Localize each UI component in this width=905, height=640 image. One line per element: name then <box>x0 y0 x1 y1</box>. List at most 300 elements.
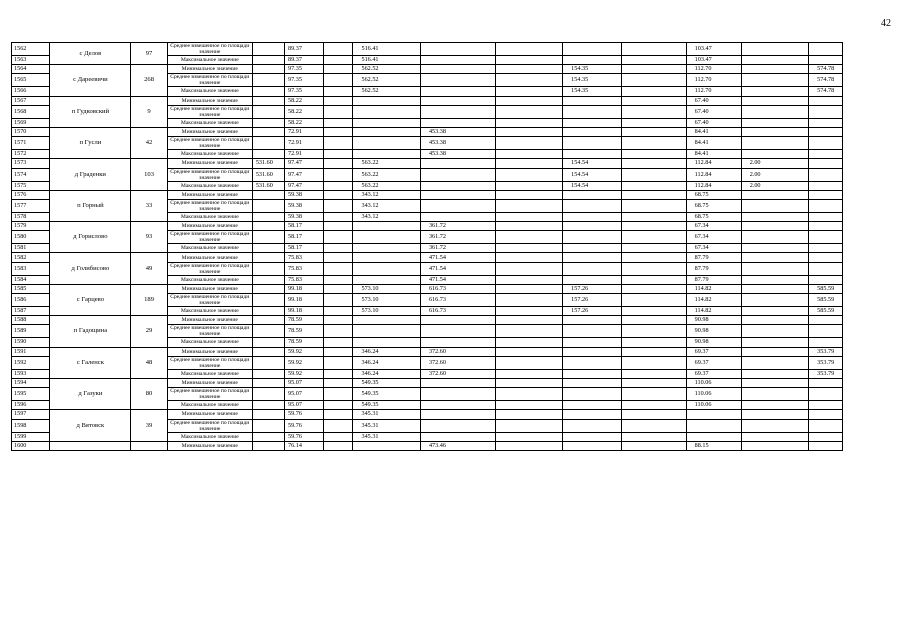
value-cell <box>495 137 562 150</box>
value-cell: 549.35 <box>353 388 420 401</box>
value-cell <box>741 65 808 74</box>
value-cell <box>741 262 808 275</box>
value-cell <box>622 338 686 347</box>
value-cell <box>809 56 843 65</box>
settlement-name: с Галенск <box>50 347 131 378</box>
value-cell <box>809 262 843 275</box>
value-cell <box>495 43 562 56</box>
row-id: 1597 <box>12 410 50 419</box>
value-cell <box>563 441 622 450</box>
value-cell <box>420 181 495 190</box>
value-cell <box>252 294 284 307</box>
value-cell <box>495 262 562 275</box>
value-cell: 99.18 <box>284 284 323 293</box>
value-cell <box>324 222 353 231</box>
value-cell: 453.38 <box>420 127 495 136</box>
value-type: Минимальное значение <box>167 222 252 231</box>
row-id: 1595 <box>12 388 50 401</box>
value-cell <box>809 388 843 401</box>
value-cell <box>741 401 808 410</box>
value-cell <box>741 275 808 284</box>
value-cell <box>252 222 284 231</box>
value-cell: 473.46 <box>420 441 495 450</box>
value-cell <box>495 231 562 244</box>
value-cell <box>252 338 284 347</box>
value-cell <box>324 419 353 432</box>
table-row <box>12 441 884 450</box>
value-cell <box>353 96 420 105</box>
value-cell <box>809 316 843 325</box>
value-type: Среднее взвешенное по площади значение <box>167 356 252 369</box>
value-cell <box>622 105 686 118</box>
row-id: 1584 <box>12 275 50 284</box>
value-cell: 97.47 <box>284 159 323 168</box>
value-cell <box>420 378 495 387</box>
value-cell <box>741 410 808 419</box>
value-cell <box>252 253 284 262</box>
value-cell <box>495 118 562 127</box>
value-cell: 68.75 <box>686 190 741 199</box>
settlement-name: д Газуки <box>50 378 131 409</box>
value-cell: 574.78 <box>809 74 843 87</box>
value-cell <box>353 325 420 338</box>
settlement-name: п Гадощина <box>50 316 131 347</box>
settlement-population: 29 <box>131 316 167 347</box>
value-cell <box>324 401 353 410</box>
value-cell <box>324 284 353 293</box>
value-cell: 59.92 <box>284 369 323 378</box>
value-cell: 562.52 <box>353 74 420 87</box>
value-cell <box>252 87 284 96</box>
value-cell: 87.79 <box>686 275 741 284</box>
value-cell <box>420 65 495 74</box>
value-cell <box>495 275 562 284</box>
value-cell: 110.06 <box>686 401 741 410</box>
table-row <box>12 65 884 74</box>
value-cell <box>622 87 686 96</box>
value-cell: 97.47 <box>284 181 323 190</box>
value-cell <box>324 244 353 253</box>
value-cell <box>622 410 686 419</box>
value-cell <box>622 347 686 356</box>
value-cell: 2.00 <box>741 181 808 190</box>
settlement-name: д Вятовск <box>50 410 131 441</box>
row-id: 1588 <box>12 316 50 325</box>
value-cell <box>741 105 808 118</box>
value-cell: 516.41 <box>353 43 420 56</box>
value-cell <box>741 244 808 253</box>
value-cell <box>324 190 353 199</box>
value-cell <box>420 432 495 441</box>
row-id: 1598 <box>12 419 50 432</box>
value-cell <box>495 388 562 401</box>
settlement-name: д Граденки <box>50 159 131 190</box>
value-cell <box>324 369 353 378</box>
value-cell: 585.59 <box>809 294 843 307</box>
value-cell: 154.54 <box>563 181 622 190</box>
value-type: Максимальное значение <box>167 181 252 190</box>
value-type: Максимальное значение <box>167 369 252 378</box>
row-id: 1578 <box>12 212 50 221</box>
value-cell: 154.35 <box>563 74 622 87</box>
value-cell: 573.10 <box>353 294 420 307</box>
value-cell: 157.26 <box>563 307 622 316</box>
value-cell <box>622 253 686 262</box>
value-cell <box>252 212 284 221</box>
settlement-population: 33 <box>131 190 167 221</box>
value-cell: 574.78 <box>809 87 843 96</box>
value-cell <box>324 159 353 168</box>
value-cell <box>353 118 420 127</box>
value-cell <box>495 347 562 356</box>
value-type: Максимальное значение <box>167 87 252 96</box>
value-cell: 76.14 <box>284 441 323 450</box>
row-id: 1596 <box>12 401 50 410</box>
value-cell <box>353 127 420 136</box>
value-cell <box>741 441 808 450</box>
row-id: 1576 <box>12 190 50 199</box>
value-cell <box>324 325 353 338</box>
value-cell <box>563 338 622 347</box>
value-cell <box>809 222 843 231</box>
value-type: Максимальное значение <box>167 118 252 127</box>
value-cell <box>622 275 686 284</box>
value-cell: 78.59 <box>284 338 323 347</box>
row-id: 1586 <box>12 294 50 307</box>
value-type: Среднее взвешенное по площади значение <box>167 262 252 275</box>
value-cell: 154.35 <box>563 65 622 74</box>
value-cell <box>324 127 353 136</box>
value-cell <box>252 356 284 369</box>
value-cell: 84.41 <box>686 127 741 136</box>
value-cell <box>563 275 622 284</box>
value-type: Минимальное значение <box>167 253 252 262</box>
value-cell: 531.60 <box>252 181 284 190</box>
table-row <box>12 378 884 387</box>
value-cell <box>495 65 562 74</box>
value-cell <box>324 432 353 441</box>
value-cell: 58.22 <box>284 105 323 118</box>
value-cell: 58.22 <box>284 118 323 127</box>
value-type: Минимальное значение <box>167 284 252 293</box>
value-cell <box>495 150 562 159</box>
value-cell <box>324 43 353 56</box>
value-cell: 585.59 <box>809 307 843 316</box>
settlement-name: п Гусли <box>50 127 131 158</box>
value-cell <box>420 388 495 401</box>
value-cell <box>252 244 284 253</box>
value-cell <box>563 356 622 369</box>
value-type: Максимальное значение <box>167 275 252 284</box>
value-cell <box>252 307 284 316</box>
value-cell: 112.70 <box>686 74 741 87</box>
value-cell <box>252 43 284 56</box>
value-cell <box>324 168 353 181</box>
value-cell <box>622 307 686 316</box>
value-cell <box>252 347 284 356</box>
value-cell: 346.24 <box>353 356 420 369</box>
value-cell: 112.84 <box>686 181 741 190</box>
settlement-population: 48 <box>131 347 167 378</box>
value-cell: 562.52 <box>353 87 420 96</box>
value-cell: 516.41 <box>353 56 420 65</box>
value-cell: 361.72 <box>420 222 495 231</box>
value-cell: 346.24 <box>353 347 420 356</box>
value-cell <box>741 127 808 136</box>
value-cell <box>252 190 284 199</box>
value-cell <box>622 150 686 159</box>
value-cell: 154.35 <box>563 87 622 96</box>
value-cell <box>563 401 622 410</box>
settlement-population: 39 <box>131 410 167 441</box>
value-cell <box>324 356 353 369</box>
value-cell <box>252 105 284 118</box>
value-cell <box>324 338 353 347</box>
settlement-population: 268 <box>131 65 167 96</box>
value-cell: 59.92 <box>284 356 323 369</box>
value-cell <box>809 338 843 347</box>
value-cell: 67.34 <box>686 222 741 231</box>
row-id: 1575 <box>12 181 50 190</box>
value-cell <box>495 294 562 307</box>
value-cell: 97.47 <box>284 168 323 181</box>
settlement-population: 80 <box>131 378 167 409</box>
value-cell <box>809 325 843 338</box>
value-type: Среднее взвешенное по площади значение <box>167 137 252 150</box>
value-cell <box>324 150 353 159</box>
value-type: Минимальное значение <box>167 127 252 136</box>
value-cell <box>353 222 420 231</box>
value-cell <box>324 118 353 127</box>
value-type: Среднее взвешенное по площади значение <box>167 43 252 56</box>
value-cell <box>809 410 843 419</box>
row-id: 1593 <box>12 369 50 378</box>
row-id: 1564 <box>12 65 50 74</box>
table-row <box>12 127 884 136</box>
row-id: 1590 <box>12 338 50 347</box>
value-cell <box>420 325 495 338</box>
value-cell: 99.18 <box>284 307 323 316</box>
value-cell <box>741 432 808 441</box>
table-row <box>12 190 884 199</box>
value-cell: 372.60 <box>420 347 495 356</box>
value-cell <box>622 96 686 105</box>
value-cell <box>809 441 843 450</box>
value-cell: 59.76 <box>284 419 323 432</box>
value-cell: 72.91 <box>284 127 323 136</box>
value-cell <box>622 244 686 253</box>
value-cell <box>495 212 562 221</box>
value-cell: 67.40 <box>686 118 741 127</box>
value-cell <box>622 378 686 387</box>
value-cell <box>622 43 686 56</box>
value-cell <box>252 325 284 338</box>
value-cell <box>622 168 686 181</box>
value-cell <box>324 441 353 450</box>
value-cell: 157.26 <box>563 284 622 293</box>
value-cell: 68.75 <box>686 199 741 212</box>
value-cell <box>420 87 495 96</box>
value-cell: 531.60 <box>252 159 284 168</box>
value-cell <box>495 369 562 378</box>
value-cell <box>563 369 622 378</box>
value-type: Минимальное значение <box>167 347 252 356</box>
value-cell <box>563 105 622 118</box>
row-id: 1581 <box>12 244 50 253</box>
value-cell <box>563 262 622 275</box>
value-cell: 361.72 <box>420 244 495 253</box>
value-type: Минимальное значение <box>167 65 252 74</box>
settlement-population: 42 <box>131 127 167 158</box>
value-cell <box>563 410 622 419</box>
value-cell: 616.73 <box>420 307 495 316</box>
value-type: Среднее взвешенное по площади значение <box>167 294 252 307</box>
value-cell <box>495 199 562 212</box>
value-type: Минимальное значение <box>167 159 252 168</box>
value-cell: 112.70 <box>686 65 741 74</box>
value-cell: 453.38 <box>420 137 495 150</box>
value-cell <box>420 105 495 118</box>
value-cell: 345.31 <box>353 432 420 441</box>
value-cell <box>809 199 843 212</box>
value-cell <box>324 231 353 244</box>
value-cell <box>420 410 495 419</box>
value-cell <box>495 325 562 338</box>
value-cell <box>252 441 284 450</box>
value-cell <box>420 419 495 432</box>
value-type: Максимальное значение <box>167 307 252 316</box>
value-cell: 68.75 <box>686 212 741 221</box>
settlement-population: 49 <box>131 253 167 284</box>
value-cell <box>495 410 562 419</box>
value-cell <box>495 87 562 96</box>
value-cell <box>252 275 284 284</box>
value-cell <box>622 74 686 87</box>
value-cell: 343.12 <box>353 190 420 199</box>
value-cell: 110.06 <box>686 378 741 387</box>
value-cell <box>741 212 808 221</box>
value-cell <box>686 419 741 432</box>
value-cell <box>741 294 808 307</box>
settlement-population: 9 <box>131 96 167 127</box>
value-cell: 563.22 <box>353 181 420 190</box>
value-cell: 531.60 <box>252 168 284 181</box>
value-cell <box>252 378 284 387</box>
settlement-name: с Делов <box>50 43 131 65</box>
value-cell: 67.40 <box>686 96 741 105</box>
value-cell: 97.35 <box>284 65 323 74</box>
value-cell <box>741 338 808 347</box>
value-cell <box>563 253 622 262</box>
value-type: Среднее взвешенное по площади значение <box>167 168 252 181</box>
value-cell <box>622 388 686 401</box>
row-id: 1587 <box>12 307 50 316</box>
value-cell <box>495 222 562 231</box>
value-cell: 99.18 <box>284 294 323 307</box>
table-row <box>12 253 884 262</box>
row-id: 1574 <box>12 168 50 181</box>
value-type: Среднее взвешенное по площади значение <box>167 325 252 338</box>
value-cell: 72.91 <box>284 150 323 159</box>
value-cell <box>495 378 562 387</box>
value-cell: 90.98 <box>686 316 741 325</box>
value-cell: 87.79 <box>686 262 741 275</box>
settlement-name: с Гарцево <box>50 284 131 315</box>
row-id: 1572 <box>12 150 50 159</box>
value-cell <box>252 316 284 325</box>
row-id: 1577 <box>12 199 50 212</box>
settlement-name: д Голибисово <box>50 253 131 284</box>
value-cell: 58.17 <box>284 222 323 231</box>
value-cell: 343.12 <box>353 199 420 212</box>
settlement-population: 93 <box>131 222 167 253</box>
value-cell <box>741 369 808 378</box>
value-cell <box>741 43 808 56</box>
value-type: Максимальное значение <box>167 56 252 65</box>
value-cell <box>353 253 420 262</box>
value-cell: 59.92 <box>284 347 323 356</box>
row-id: 1566 <box>12 87 50 96</box>
value-cell <box>353 244 420 253</box>
row-id: 1585 <box>12 284 50 293</box>
table-row <box>12 43 884 56</box>
value-cell: 114.82 <box>686 284 741 293</box>
row-id: 1569 <box>12 118 50 127</box>
value-cell <box>622 356 686 369</box>
value-cell <box>741 150 808 159</box>
row-id: 1562 <box>12 43 50 56</box>
value-cell <box>622 137 686 150</box>
value-cell <box>420 190 495 199</box>
value-cell <box>563 190 622 199</box>
value-cell: 88.15 <box>686 441 741 450</box>
value-cell <box>252 65 284 74</box>
value-cell <box>252 56 284 65</box>
value-cell <box>563 127 622 136</box>
value-cell <box>324 388 353 401</box>
value-type: Максимальное значение <box>167 338 252 347</box>
value-cell <box>741 284 808 293</box>
value-cell <box>622 181 686 190</box>
value-cell <box>324 56 353 65</box>
value-cell <box>353 231 420 244</box>
value-cell <box>324 212 353 221</box>
value-cell: 67.40 <box>686 105 741 118</box>
value-cell: 67.34 <box>686 244 741 253</box>
value-type: Максимальное значение <box>167 244 252 253</box>
value-cell: 103.47 <box>686 56 741 65</box>
settlement-population: 97 <box>131 43 167 65</box>
value-cell <box>741 253 808 262</box>
value-cell <box>741 87 808 96</box>
value-type: Минимальное значение <box>167 96 252 105</box>
value-cell <box>622 212 686 221</box>
value-cell <box>622 231 686 244</box>
value-cell: 90.98 <box>686 325 741 338</box>
value-cell: 69.37 <box>686 356 741 369</box>
value-cell <box>495 253 562 262</box>
value-cell <box>622 199 686 212</box>
value-cell <box>622 222 686 231</box>
value-cell: 95.07 <box>284 401 323 410</box>
value-type: Минимальное значение <box>167 316 252 325</box>
value-cell <box>495 181 562 190</box>
value-cell: 75.83 <box>284 253 323 262</box>
value-type: Минимальное значение <box>167 441 252 450</box>
value-cell <box>809 275 843 284</box>
table-row <box>12 316 884 325</box>
value-cell <box>324 294 353 307</box>
